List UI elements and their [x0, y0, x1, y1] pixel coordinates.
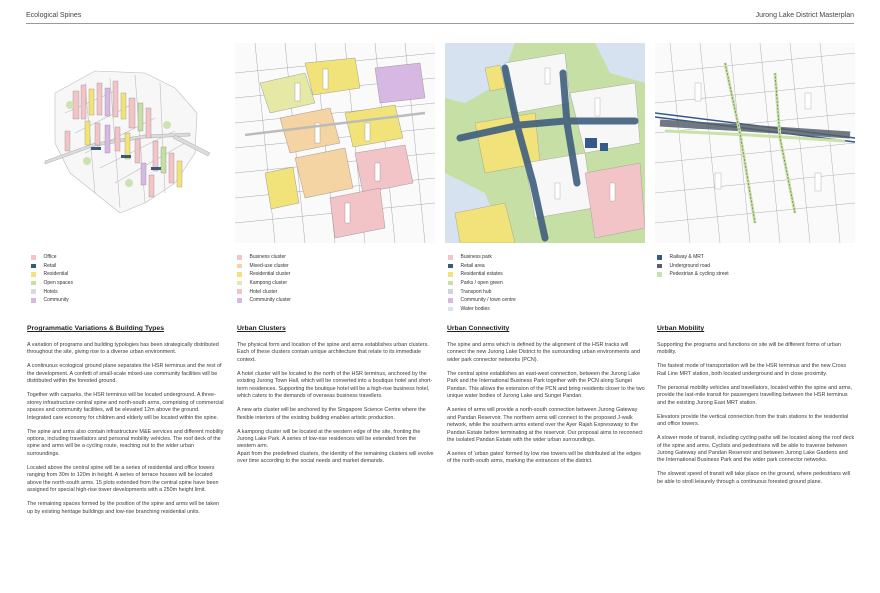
- page-header-right: Jurong Lake District Masterplan: [755, 12, 854, 19]
- legend-swatch: [237, 298, 242, 303]
- legend-label: Residential: [43, 271, 69, 278]
- connectivity-legend: [448, 253, 648, 313]
- legend-swatch: [31, 281, 36, 286]
- section-paragraph: Elevators provide the vertical connection from the train stations to the residential and office towers.: [657, 413, 849, 428]
- programmatic-map-panel: [25, 43, 225, 243]
- programmatic-legend: [31, 253, 231, 305]
- legend-label: Hotels: [43, 288, 58, 295]
- section-paragraph: Together with carparks, the HSR terminus will be located underground. A three-storey infrastructure central spine and north-south arms, comprising of commercial spaces and community facilities, will be elevated 12m above the ground. Integrated care economy for children and elderly will be located within the spine.: [27, 392, 224, 421]
- legend-item: [237, 296, 437, 305]
- legend-swatch: [448, 255, 453, 260]
- section-paragraph: A variation of programs and building typologies has been strategically distributed throughout the site, giving rise to a diverse urban environment.: [27, 342, 219, 356]
- legend-item: [31, 287, 231, 296]
- section-paragraph: A series of 'urban gates' formed by low rise towers will be distributed at the edges of the north-south arms, marking the entrances of the district.: [447, 450, 641, 465]
- section-title: Urban Clusters: [237, 325, 286, 332]
- legend-label: Mixed-use cluster: [249, 262, 289, 269]
- legend-swatch: [448, 307, 453, 312]
- legend-item: [657, 270, 857, 279]
- mobility-section: [657, 325, 855, 493]
- legend-item: [448, 253, 648, 262]
- section-title: Urban Connectivity: [447, 325, 510, 332]
- legend-label: Parks / open green: [460, 280, 503, 287]
- legend-swatch: [31, 289, 36, 294]
- legend-item: [31, 279, 231, 288]
- legend-item: [237, 253, 437, 262]
- section-paragraph: Supporting the programs and functions on site will be different forms of urban mobility.: [657, 342, 841, 356]
- urban-clusters-map-icon: [235, 43, 435, 243]
- section-paragraph: The central spine establishes an east-west connection, between the Jurong Lake Park and the International Business Park together with the PCN along Sungei Pandan. This allows the extension of the PCN and bring residents closer to the two unique water bodies of Jurong Lake and Sungei Pandan.: [447, 370, 645, 400]
- legend-swatch: [237, 281, 242, 286]
- legend-label: Residential cluster: [249, 271, 291, 278]
- urban-connectivity-map-icon: [445, 43, 645, 243]
- section-paragraph: The spine and arms also contain infrastructure M&E services and different mobility options, including travellators and personal mobility vehicles. The roof deck of the spine and arms will be a cycling route, reaching out to the wider urban surroundings.: [27, 428, 224, 457]
- legend-swatch: [237, 289, 242, 294]
- connectivity-section: [447, 325, 645, 472]
- legend-label: Community / town centre: [460, 297, 516, 304]
- legend-item: [237, 279, 437, 288]
- legend-swatch: [31, 272, 36, 277]
- legend-swatch: [448, 289, 453, 294]
- legend-label: Hotel cluster: [249, 288, 278, 295]
- legend-label: Community cluster: [249, 297, 291, 304]
- section-paragraph: Located above the central spine will be a series of residential and office towers ranging from 30m to 120m in height. A series of terrace houses will be located above the north-south arms. 15 plots extended from the central spine have been assigned for special high-rise tower developments with a 250m height limit.: [27, 464, 219, 494]
- legend-swatch: [448, 272, 453, 277]
- programmatic-map-icon: [25, 43, 225, 243]
- legend-item: [448, 279, 648, 288]
- legend-swatch: [237, 272, 242, 277]
- legend-swatch: [31, 264, 36, 269]
- urban-mobility-map-icon: [655, 43, 855, 243]
- legend-item: [31, 262, 231, 271]
- header-divider: [26, 23, 854, 24]
- legend-label: Underground road: [669, 262, 711, 269]
- section-paragraph: The fastest mode of transportation will be the HSR terminus and the new Cross Rail Line MRT station, both located underground and in close proximity.: [657, 363, 847, 377]
- section-paragraph: The personal mobility vehicles and travellators, located within the spine and arms, provide the last-mile transit for passengers travelling between the HSR terminus and the existing Jurong East MRT station.: [657, 384, 853, 406]
- programmatic-section: [27, 325, 225, 523]
- legend-item: [448, 270, 648, 279]
- section-paragraph: A new arts cluster will be anchored by the Singapore Science Centre where the flexible interiors of the existing building enables artistic production.: [237, 407, 426, 421]
- legend-item: [657, 262, 857, 271]
- legend-swatch: [448, 264, 453, 269]
- legend-item: [237, 270, 437, 279]
- legend-label: Business cluster: [249, 254, 286, 261]
- legend-item: [31, 253, 231, 262]
- urban-mobility-map-panel: [655, 43, 855, 243]
- legend-item: [657, 253, 857, 262]
- legend-swatch: [448, 281, 453, 286]
- clusters-section: [237, 325, 435, 472]
- page-header-left: Ecological Spines: [26, 12, 82, 19]
- section-paragraph: A slower mode of transit, including cycling paths will be located along the roof deck of the spine and arms. Cyclists and pedestrians will be able to traverse between Jurong Gateway and Pandan Reservoir and between Jurong Lake Gardens and the International Business Park and the wider park connector networks.: [657, 435, 855, 464]
- legend-label: Water bodies: [460, 305, 490, 312]
- section-paragraph: The physical form and location of the spine and arms establishes urban clusters. Each of these clusters contain unique architecture that relate to its immediate context.: [237, 342, 429, 363]
- legend-label: Business park: [460, 254, 492, 261]
- legend-label: Residential estates: [460, 271, 503, 278]
- legend-swatch: [448, 298, 453, 303]
- legend-label: Office: [43, 254, 57, 261]
- section-paragraph: A hotel cluster will be located to the north of the HSR terminus, anchored by the existing Jurong Town Hall, which will be converted into a boutique hotel and short-term residences. Supporting the boutique hotel will be a high-rise business hotel, which caters to the demands of overseas business travellers.: [237, 370, 433, 400]
- legend-item: [448, 296, 648, 305]
- urban-clusters-map-panel: [235, 43, 435, 243]
- legend-swatch: [31, 255, 36, 260]
- section-paragraph: A continuous ecological ground plane separates the HSR terminus and the rest of the development. A confetti of small-scale mixed-use community facilities will be distributed within the forested ground.: [27, 363, 222, 385]
- legend-swatch: [657, 264, 662, 269]
- legend-label: Kampong cluster: [249, 280, 288, 287]
- legend-label: Community: [43, 297, 69, 304]
- section-paragraph: The spine and arms which is defined by the alignment of the HSR tracks will connect the new Jurong Lake District to the surrounding urban environments and wider park connector networks (PCN).: [447, 342, 640, 363]
- legend-item: [448, 305, 648, 314]
- legend-swatch: [657, 255, 662, 260]
- legend-item: [448, 287, 648, 296]
- legend-label: Retail: [43, 262, 57, 269]
- legend-swatch: [237, 264, 242, 269]
- section-paragraph: The remaining spaces formed by the position of the spine and arms will be taken up by existing heritage buildings and low-rise branching residential units.: [27, 501, 220, 515]
- legend-swatch: [237, 255, 242, 260]
- legend-label: Open spaces: [43, 280, 73, 287]
- legend-label: Railway & MRT: [669, 254, 704, 261]
- legend-item: [237, 287, 437, 296]
- section-paragraph: The slowest speed of transit will take place on the ground, where pedestrians will be able to stroll leisurely through a continuous forested ground plane.: [657, 471, 850, 485]
- section-title: Programmatic Variations & Building Types: [27, 325, 164, 332]
- legend-item: [448, 262, 648, 271]
- legend-label: Retail area: [460, 262, 485, 269]
- legend-label: Transport hub: [460, 288, 492, 295]
- legend-swatch: [31, 298, 36, 303]
- legend-swatch: [657, 272, 662, 277]
- legend-item: [31, 270, 231, 279]
- urban-connectivity-map-panel: [445, 43, 645, 243]
- legend-item: [237, 262, 437, 271]
- legend-label: Pedestrian & cycling street: [669, 271, 729, 278]
- section-paragraph: A series of arms will provide a north-south connection between Jurong Gateway and Pandan Reservoir. The northern arms will connect to the proposed J-walk network, while the southern arms extend over the Ayer Rajah Expressway to the Pandan Estate before terminating at the reservoir. Our proposal aims to reconnect the isolated Pandan Estate with the wider urban surroundings.: [447, 407, 643, 443]
- mobility-legend: [657, 253, 857, 279]
- section-title: Urban Mobility: [657, 325, 705, 332]
- clusters-legend: [237, 253, 437, 305]
- section-paragraph: A kampong cluster will be located at the western edge of the site, fronting the Jurong Lake Park. A series of low-rise residences will be extended from the western arm. Apart from the predefined clusters, the identity of the remaining clusters will evolve over time according to the social needs and market demands.: [237, 428, 434, 465]
- legend-item: [31, 296, 231, 305]
